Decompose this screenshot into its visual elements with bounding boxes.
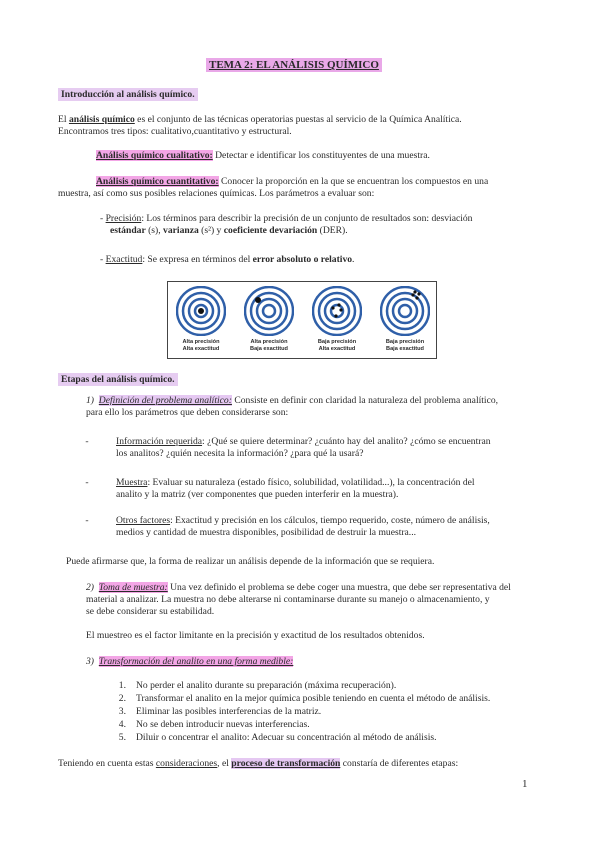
list-item: 2. Transformar el analito en la mejor química posible teniendo en cuenta el método de análisis. [118,693,491,704]
list-item: 1. No perder el analito durante su preparación (máxima recuperación). [118,680,397,691]
target-3 [312,286,362,336]
stage-3: 3) Transformación del analito en una forma medible: [86,656,294,667]
stage-3-list [104,680,544,744]
qualitative-definition: Análisis químico cualitativo: Detectar e identificar los constituyentes de una muestra. [96,150,430,161]
stage-1: 1) Definición del problema analítico: Consiste en definir con claridad la naturaleza del problema analítico, para ello los parámetros que deben considerarse son: [86,395,499,418]
stage-1-bullet-information: - Información requerida: ¿Qué se quiere determinar? ¿cuánto hay del analito? ¿cómo se encuentran los analitos? ¿quién necesita la información? ¿para qué la usará? [85,436,491,459]
target-4 [380,286,430,336]
target-caption-1: Alta precisión Alta exactitud [182,339,220,352]
page-number: 1 [522,778,528,790]
intro-heading: Introducción al análisis químico. [58,89,198,101]
target-1 [176,286,226,336]
accuracy-item: - Exactitud: Se expresa en términos del error absoluto o relativo. [100,254,355,265]
target-caption-3: Baja precisión Alta exactitud [317,339,357,352]
sampling-note: El muestreo es el factor limitante en la precisión y exactitud de los resultados obtenidos. [86,630,425,641]
precision-item: - Precisión: Los términos para describir la precisión de un conjunto de resultados son: desviación estándar (s), varianza (s²) y coeficiente devariación (DER). [100,213,473,236]
list-item: 3. Eliminar las posibles interferencias de la matriz. [118,706,322,717]
target-caption-4: Baja precisión Baja exactitud [385,339,425,352]
list-item: 4. No se deben introducir nuevas interferencias. [118,719,310,730]
stage-1-bullet-factors: - Otros factores: Exactitud y precisión en los cálculos, tiempo requerido, coste, número de análisis, medios y cantidad de muestra disponibles, posibilidad de destruir la muestra... [85,515,490,538]
list-item: 5. Diluir o concentrar el analito: Adecuar su concentración al método de análisis. [118,732,437,743]
quantitative-definition: Análisis químico cuantitativo: Conocer la proporción en la que se encuentran los compuestos en una muestra, así como sus posibles relaciones químicas. Los parámetros a evaluar son: [58,176,489,199]
intro-paragraph: El análisis químico es el conjunto de las técnicas operatorias puestas al servicio de la Química Analítica. Encontramos tres tipos: cualitativo,cuantitativo y estructural. [58,114,462,137]
precision-accuracy-figure [167,281,437,359]
target-caption-2: Alta precisión Baja exactitud [250,339,288,352]
stage-1-bullet-sample: - Muestra: Evaluar su naturaleza (estado físico, solubilidad, volatilidad...), la concentración del analito y la matriz (ver componentes que pueden interferir en la muestra). [85,477,475,500]
information-note: Puede afirmarse que, la forma de realizar un análisis depende de la información que se requiera. [66,556,435,567]
target-2 [244,286,294,336]
closing-paragraph: Teniendo en cuenta estas consideraciones, el proceso de transformación constaría de diferentes etapas: [58,758,459,769]
page-title: TEMA 2: EL ANÁLISIS QUÍMICO [206,58,382,72]
stages-heading: Etapas del análisis químico. [58,374,178,386]
stage-2: 2) Toma de muestra: Una vez definido el problema se debe coger una muestra, que debe ser representativa del material a analizar. La muestra no debe alterarse ni contaminarse durante su manejo o almacenamiento, y se debe considerar su estabilidad. [86,582,511,617]
